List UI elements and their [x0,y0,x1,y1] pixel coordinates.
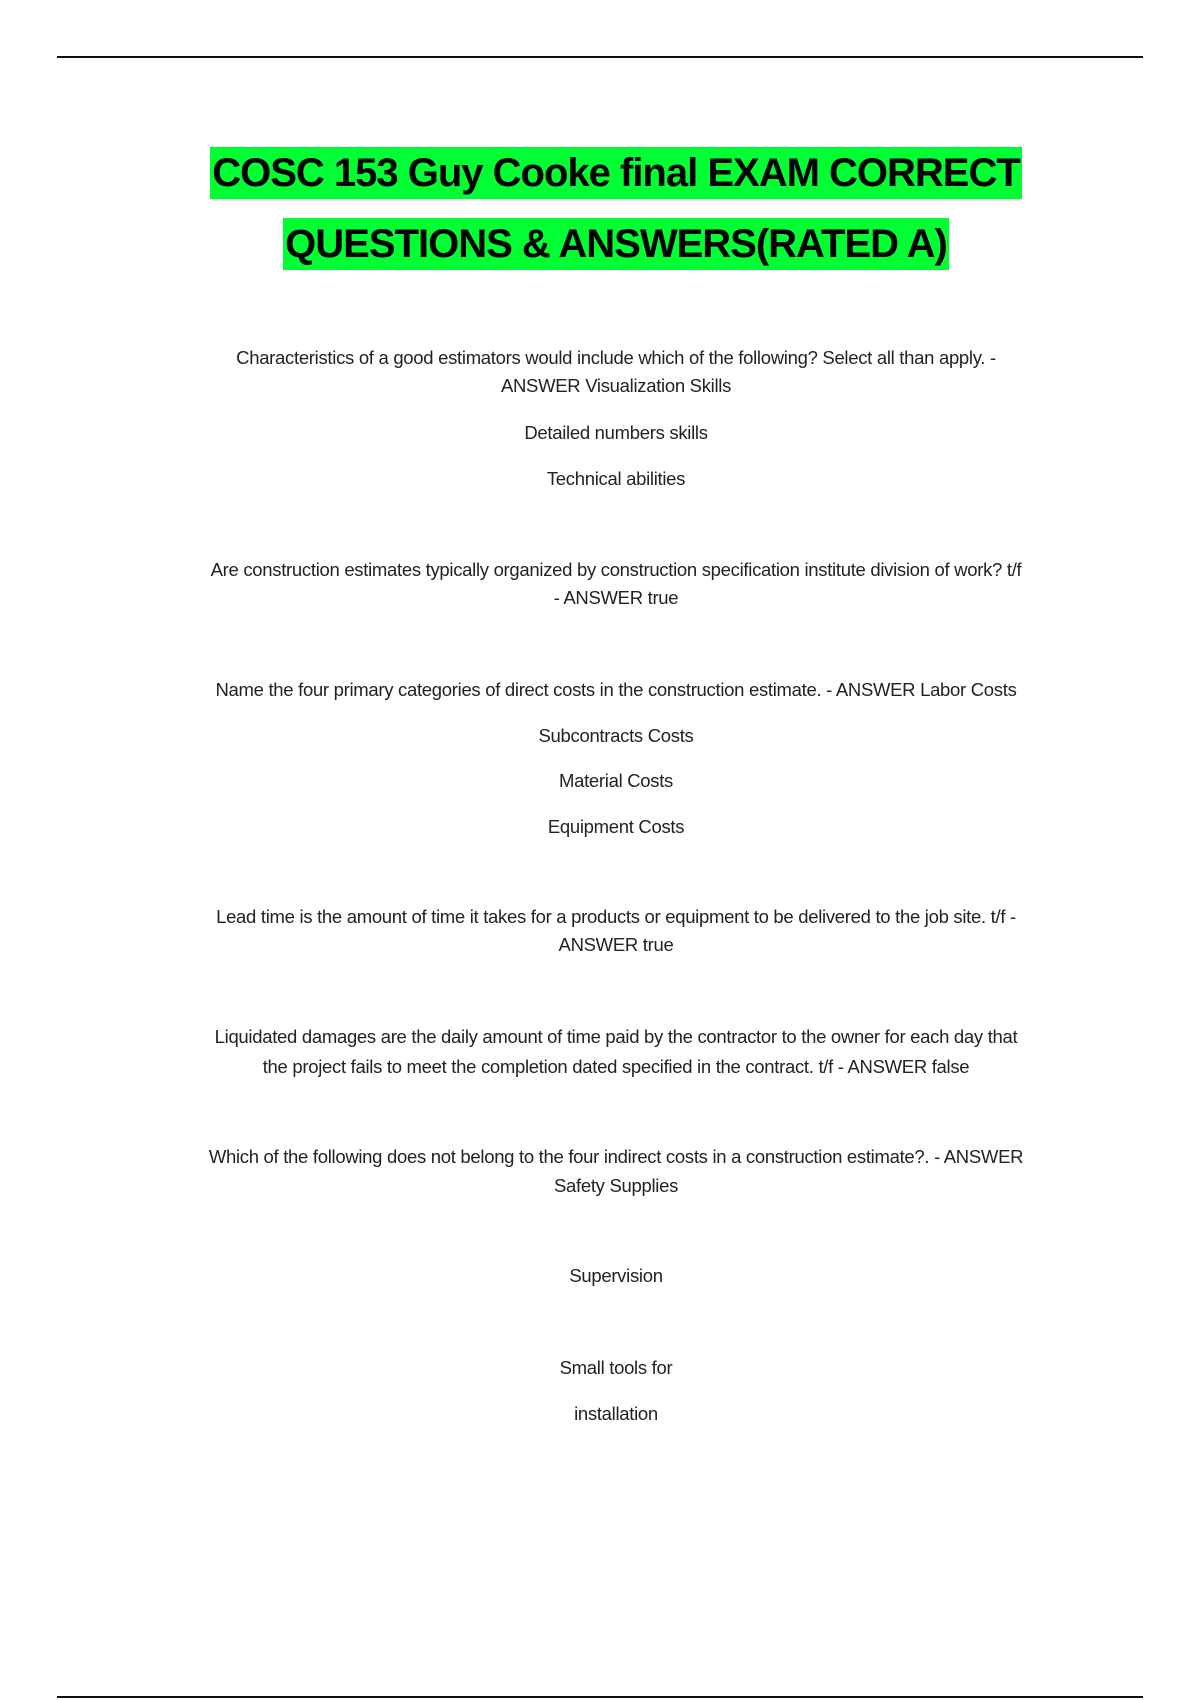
answer-text: Material Costs [558,770,674,791]
question-text: Lead time is the amount of time it takes for a products or equipment to be delivered to the job site. t/f - [216,906,1016,927]
question-text: Liquidated damages are the daily amount of time paid by the contractor to the owner for each day that [214,1026,1018,1047]
answer-text: Small tools for [559,1357,673,1378]
document-title-line-1 [0,151,1200,196]
answer-text: ANSWER true [558,934,674,955]
question-text: Characteristics of a good estimators would include which of the following? Select all than apply. - [236,347,996,368]
answer-text: ANSWER Visualization Skills [500,375,732,396]
title-highlight: QUESTIONS & ANSWERS(RATED A) [283,218,949,270]
question-text: Name the four primary categories of direct costs in the construction estimate. - ANSWER Labor Costs [215,679,1017,700]
answer-text: Supervision [569,1265,663,1286]
document-title-line-2 [0,222,1200,267]
answer-text: Subcontracts Costs [538,725,694,746]
answer-text: Detailed numbers skills [524,422,708,443]
question-text: Which of the following does not belong to the four indirect costs in a construction estimate?. - ANSWER [208,1146,1024,1167]
answer-text: Equipment Costs [547,816,685,837]
title-highlight: COSC 153 Guy Cooke final EXAM CORRECT [210,147,1022,199]
answer-text: Technical abilities [546,468,686,489]
answer-text: installation [574,1403,658,1424]
question-text: the project fails to meet the completion dated specified in the contract. t/f - ANSWER false [262,1056,970,1077]
top-rule [57,56,1143,58]
answer-text: Safety Supplies [553,1175,679,1196]
question-text: Are construction estimates typically organized by construction specification institute division of work? t/f [210,559,1022,580]
bottom-rule [57,1696,1143,1698]
answer-text: - ANSWER true [553,587,679,608]
